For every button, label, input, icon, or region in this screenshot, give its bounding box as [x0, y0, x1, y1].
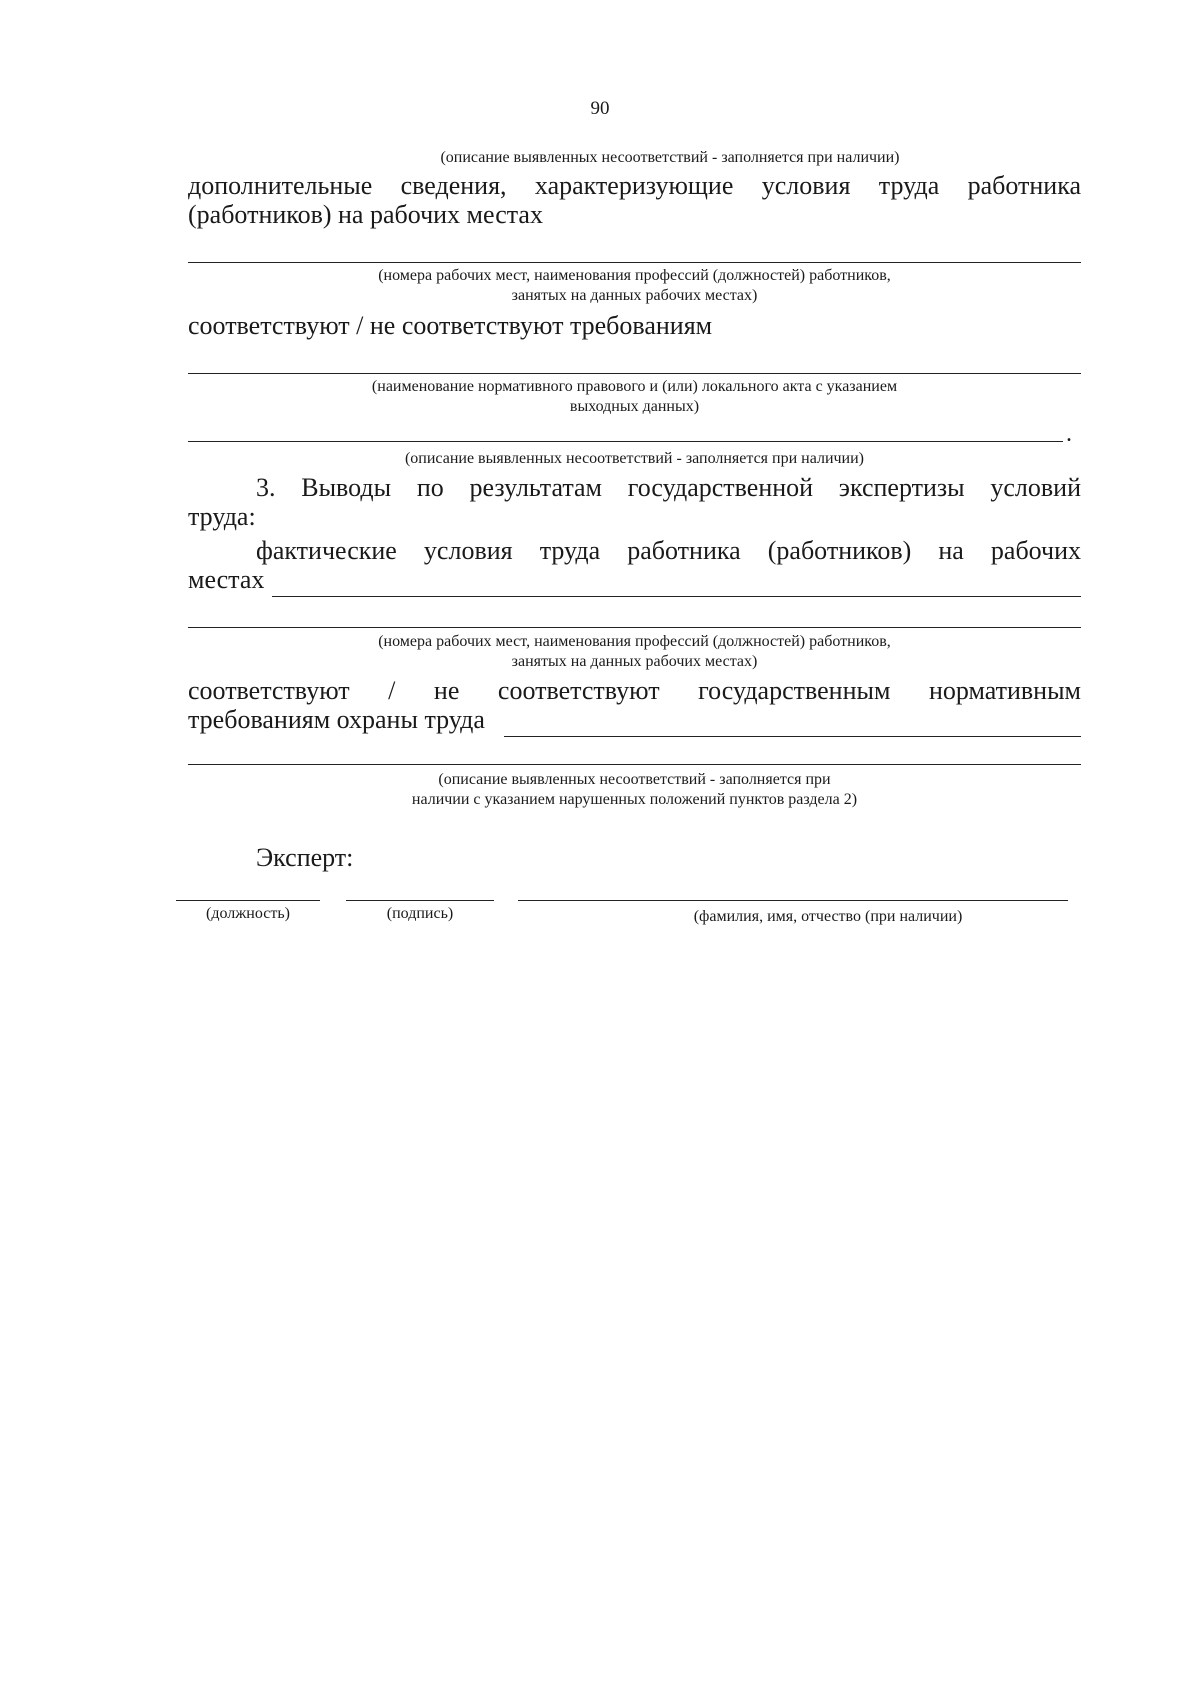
caption-nonconformities-top: (описание выявленных несоответствий - заполняется при наличии): [440, 149, 900, 166]
caption-workplaces-1-line-1: (номера рабочих мест, наименования профессий (должностей) работников,: [378, 267, 891, 284]
nonconformities-fill-line: [188, 441, 1063, 442]
expert-label: Эксперт:: [256, 843, 354, 872]
actual-conditions-line-1: фактические условия труда работника (работников) на рабочих: [256, 536, 1081, 565]
full-name-fill-line: [518, 900, 1068, 901]
state-compliance-fill-line: [504, 736, 1081, 737]
page-number: 90: [590, 98, 610, 119]
compliance-requirements-text: соответствуют / не соответствуют требованиям: [188, 311, 713, 340]
caption-normative-act-line-2: выходных данных): [569, 398, 700, 415]
section-3-heading-line-1: 3. Выводы по результатам государственной экспертизы условий: [256, 473, 1081, 502]
normative-act-fill-line: [188, 373, 1081, 374]
caption-position: (должность): [206, 905, 290, 922]
caption-normative-act-line-1: (наименование нормативного правового и (или) локального акта с указанием: [371, 378, 898, 395]
caption-nonconformities-mid: (описание выявленных несоответствий - заполняется при наличии): [404, 450, 865, 467]
caption-workplaces-2-line-1: (номера рабочих мест, наименования профессий (должностей) работников,: [378, 633, 891, 650]
caption-final-nonconformities-line-2: наличии с указанием нарушенных положений пунктов раздела 2): [411, 791, 858, 808]
line-end-dot: .: [1066, 421, 1072, 447]
workplaces-fill-line: [188, 262, 1081, 263]
additional-info-line-2: (работников) на рабочих местах: [188, 200, 543, 229]
workplaces-2-fill-line: [188, 627, 1081, 628]
final-nonconformities-fill-line: [188, 764, 1081, 765]
actual-conditions-line-2: местах: [188, 565, 265, 594]
caption-signature: (подпись): [386, 905, 454, 922]
caption-full-name: (фамилия, имя, отчество (при наличии): [693, 908, 963, 925]
additional-info-line-1: дополнительные сведения, характеризующие условия труда работника: [188, 171, 1081, 200]
caption-workplaces-2-line-2: занятых на данных рабочих местах): [511, 653, 758, 670]
state-compliance-line-1: соответствуют / не соответствуют государственным нормативным: [188, 676, 1081, 705]
state-compliance-line-2: требованиям охраны труда: [188, 705, 485, 734]
caption-final-nonconformities-line-1: (описание выявленных несоответствий - заполняется при: [438, 771, 831, 788]
signature-fill-line: [346, 900, 494, 901]
position-fill-line: [176, 900, 320, 901]
actual-conditions-fill-line: [272, 596, 1081, 597]
caption-workplaces-1-line-2: занятых на данных рабочих местах): [511, 287, 758, 304]
section-3-heading-line-2: труда:: [188, 502, 256, 531]
